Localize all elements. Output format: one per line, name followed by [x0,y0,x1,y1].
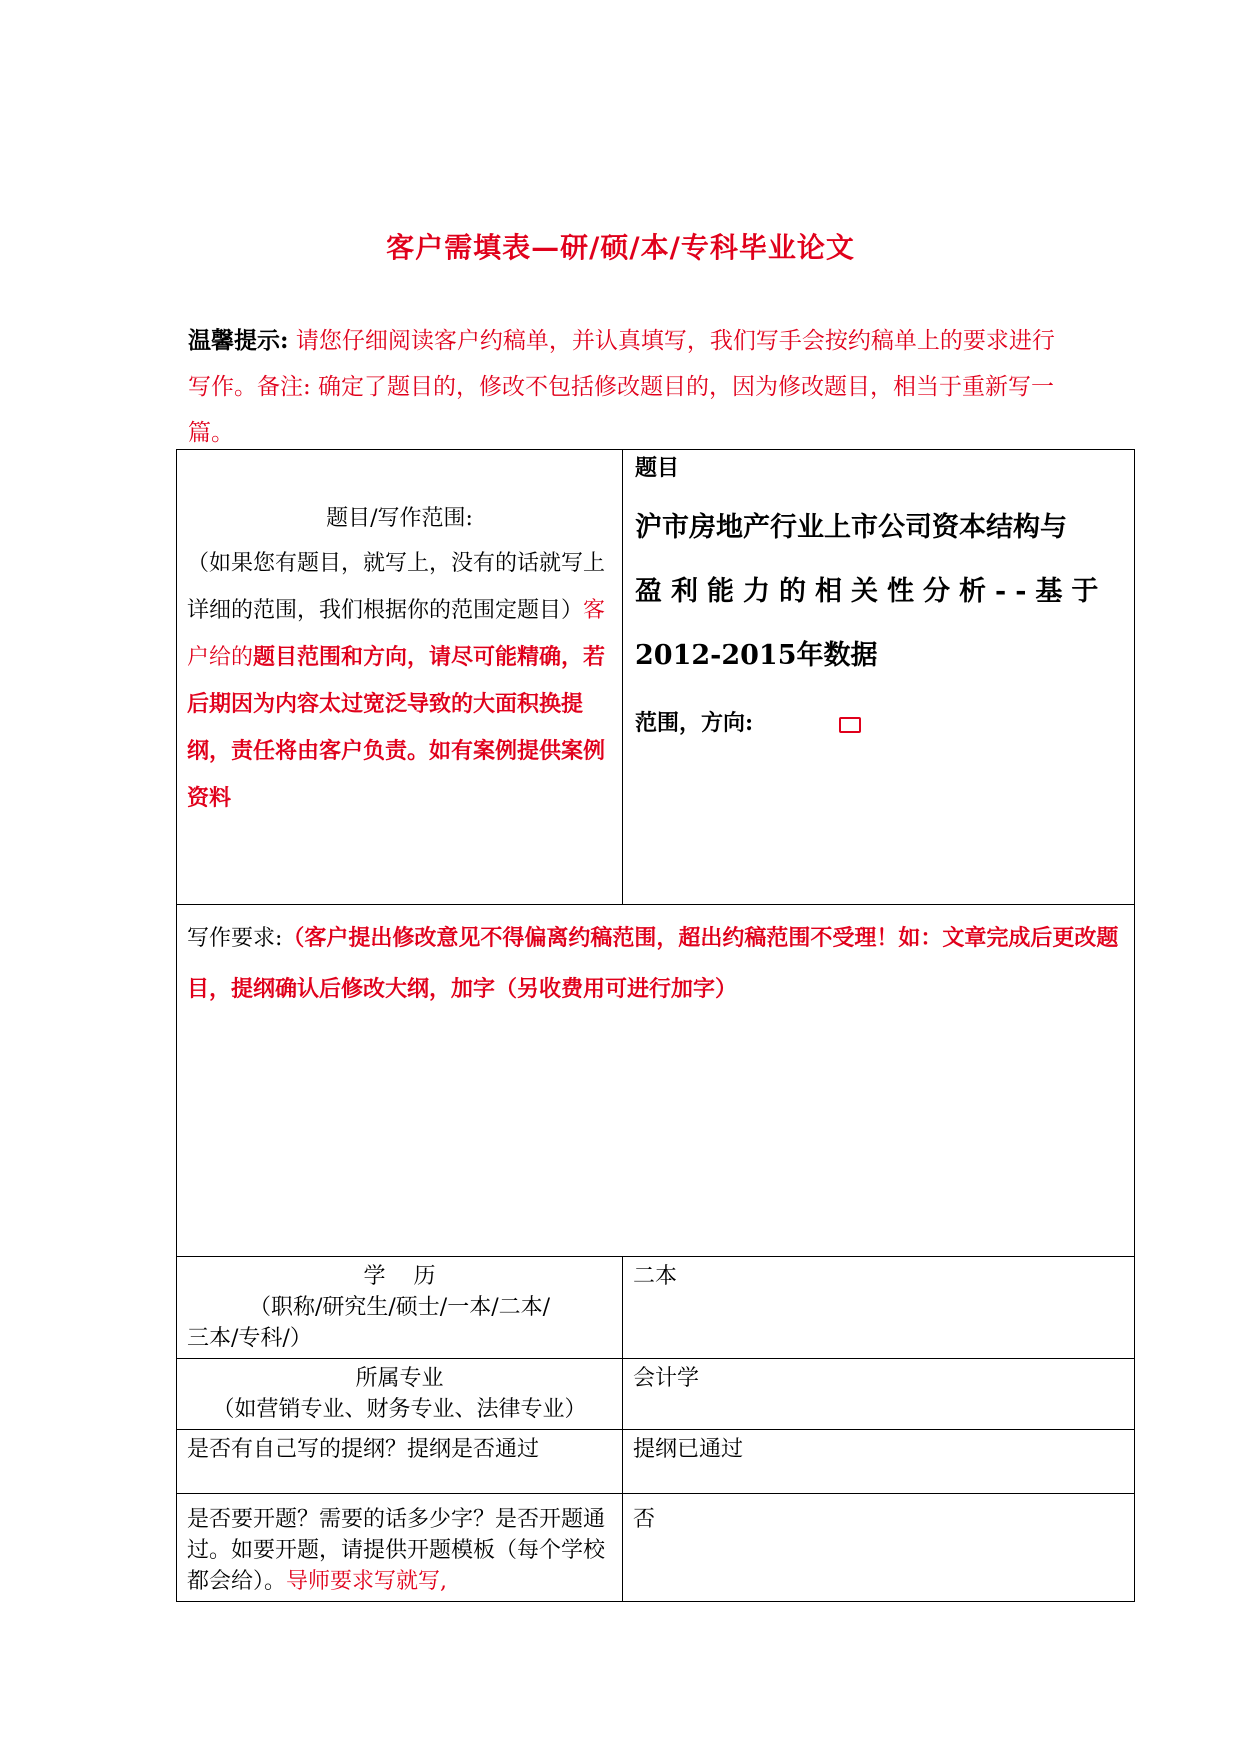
red-box-icon [839,717,861,733]
topic-value-cell[interactable] [623,450,1135,905]
proposal-row [177,1494,1135,1602]
major-value[interactable]: 会计学 [623,1359,1135,1430]
scope-label: 范围，方向: [635,710,754,736]
page-title: 客户需填表—研/硕/本/专科毕业论文 [386,231,855,264]
topic-note-red: 客户给的 [187,598,606,670]
topic-label: 题目 [635,455,680,481]
education-row [177,1257,1135,1359]
major-label-cell [177,1359,623,1430]
outline-label: 是否有自己写的提纲？提纲是否通过 [177,1430,623,1494]
education-label: 学 历 [363,1264,436,1289]
education-value[interactable]: 二本 [623,1257,1135,1359]
proposal-label-cell [177,1494,623,1602]
topic-instructions [187,540,612,822]
outline-value[interactable]: 提纲已通过 [623,1430,1135,1494]
requirements-text: （客户提出修改意见不得偏离约稿范围，超出约稿范围不受理！如：文章完成后更改题目，提纲确认后修改大纲，加字（另收费用可进行加字） [187,925,1119,1002]
topic-line-2: 盈利能力的相关性分析--基于 [635,576,1108,607]
education-label-cell [177,1257,623,1359]
topic-line-3: 2012-2015年数据 [635,640,878,671]
topic-note: （如果您有题目，就写上，没有的话就写上详细的范围，我们根据你的范围定题目） [187,551,606,623]
topic-value [635,496,1122,688]
education-note-1: （职称/研究生/硕士/一本/二本/ [248,1295,551,1320]
tip-text: 请您仔细阅读客户约稿单，并认真填写，我们写手会按约稿单上的要求进行写作。备注: 确定了题目的，修改不包括修改题目的，因为修改题目，相当于重新写一篇。 [188,328,1055,446]
topic-line-1: 沪市房地产行业上市公司资本结构与 [635,512,1067,543]
proposal-value[interactable]: 否 [623,1494,1135,1602]
scope-direction [635,706,1122,737]
major-note: （如营销专业、财务专业、法律专业） [212,1397,587,1422]
proposal-red: 导师要求写就写, [286,1569,448,1594]
outline-row [177,1430,1135,1494]
requirements-label: 写作要求: [187,926,283,951]
topic-row [177,450,1135,905]
tip-label: 温馨提示: [188,327,289,354]
major-row [177,1359,1135,1430]
requirements-cell[interactable] [177,905,1135,1257]
topic-instructions-cell [177,450,623,905]
proposal-label: 是否要开题？需要的话多少字？是否开题通过。如要开题，请提供开题模板（每个学校都会给）。 [187,1507,606,1594]
topic-note-red-bold: 题目范围和方向，请尽可能精确，若后期因为内容太过宽泛导致的大面积换提纲，责任将由客户负责。如有案例提供案例资料 [187,644,606,811]
education-note-2: 三本/专科/） [187,1326,312,1351]
major-label: 所属专业 [355,1366,444,1391]
topic-heading: 题目/写作范围: [326,506,473,531]
request-form-table [176,449,1135,1602]
requirements-row [177,905,1135,1257]
warm-tip [188,318,1068,456]
